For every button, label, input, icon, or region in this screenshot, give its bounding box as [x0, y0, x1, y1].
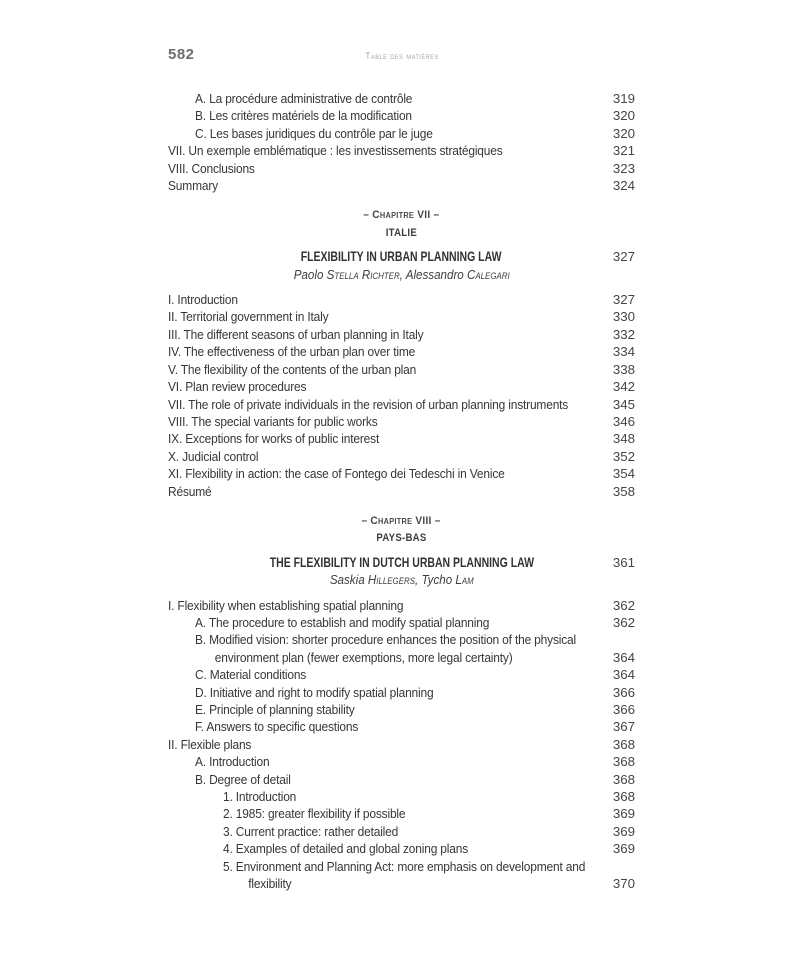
toc-entry-page-number: 362: [612, 614, 635, 630]
toc-entry: [168, 378, 635, 395]
toc-entry-title: [195, 631, 635, 666]
chapter-country-text: ITALIE: [385, 226, 418, 239]
toc-entry: [168, 666, 635, 683]
toc-entry-title: [195, 718, 635, 735]
toc-entry: [168, 718, 635, 735]
toc-entry-line: I. Introduction: [168, 292, 238, 308]
toc-entry-line: Summary: [168, 178, 218, 194]
toc-entry-page-number: 369: [612, 841, 635, 857]
toc-entry: [168, 788, 635, 805]
toc-entry: [168, 840, 635, 857]
toc-entry-page-number: 320: [612, 108, 635, 124]
toc-entry-page-number: 332: [612, 326, 635, 342]
toc-entry: [168, 753, 635, 770]
chapter-title-page-number: 327: [612, 249, 635, 265]
toc-entry: [168, 326, 635, 343]
toc-entry: [168, 361, 635, 378]
chapter-country: [168, 225, 635, 242]
toc-entry-title: [168, 291, 635, 308]
folio-page-number: 582: [168, 46, 195, 63]
toc-entry-line: F. Answers to specific questions: [195, 719, 359, 735]
toc-entry: [168, 160, 635, 177]
toc-entry: [168, 483, 635, 500]
author-family-name: Stella Richter: [326, 266, 400, 282]
toc-entry-line: 2. 1985: greater flexibility if possible: [223, 806, 406, 822]
toc-entry-line: B. Les critères matériels de la modification: [195, 108, 412, 124]
toc-entry-line: XI. Flexibility in action: the case of Fontego dei Tedeschi in Venice: [168, 466, 505, 482]
author-given-name: Alessandro: [405, 266, 467, 282]
author-family-name: Hillegers: [367, 572, 415, 588]
chapter-authors: [168, 266, 635, 283]
toc-entry-line: B. Degree of detail: [195, 771, 291, 787]
toc-entry-title: [168, 430, 635, 447]
chapter-authors: [168, 571, 635, 588]
toc-entry: [168, 736, 635, 753]
toc-entry-line: II. Flexible plans: [168, 736, 252, 752]
toc-entry-title: [168, 343, 635, 360]
toc-entry-page-number: 324: [612, 178, 635, 194]
toc-entry: [168, 771, 635, 788]
chapter-title-row: [168, 248, 635, 265]
toc-entry-title: [168, 378, 635, 395]
toc-entry-title: [168, 142, 635, 159]
toc-entry: [168, 805, 635, 822]
toc-entry-page-number: 367: [612, 719, 635, 735]
toc-entry-line: environment plan (fewer exemptions, more legal certainty): [214, 649, 513, 665]
toc-entry: [168, 142, 635, 159]
toc-entry-title: [223, 840, 635, 857]
toc-entry: [168, 90, 635, 107]
toc-entry: [168, 823, 635, 840]
toc-entry-title: [223, 805, 635, 822]
toc-entries-group: [168, 597, 635, 893]
toc-entry: [168, 107, 635, 124]
toc-entry-line: VIII. The special variants for public works: [168, 413, 378, 429]
toc-entry-line: II. Territorial government in Italy: [168, 309, 329, 325]
toc-entry-page-number: 370: [612, 876, 635, 892]
toc-entry-line: V. The flexibility of the contents of the urban plan: [168, 361, 417, 377]
toc-entry-line: 3. Current practice: rather detailed: [223, 823, 399, 839]
chapter-authors-text: Paolo Stella Richter, Alessandro Calegari: [293, 266, 510, 282]
toc-entry-page-number: 327: [612, 292, 635, 308]
toc-entry-line: D. Initiative and right to modify spatial planning: [195, 684, 434, 700]
toc-entry-page-number: 362: [612, 597, 635, 613]
toc-entry: [168, 631, 635, 666]
toc-entry-page-number: 319: [612, 91, 635, 106]
chapter-country-text: PAYS-BAS: [376, 532, 427, 545]
toc-entry-page-number: 338: [612, 361, 635, 377]
toc-entry-page-number: 364: [612, 649, 635, 665]
toc-entry-line: 1. Introduction: [223, 789, 297, 805]
author-family-name: Lam: [455, 572, 474, 588]
toc-entry-title: [195, 771, 635, 788]
running-header: [168, 46, 635, 64]
chapter-title: FLEXIBILITY IN URBAN PLANNING LAW: [301, 249, 502, 265]
toc-entry-title: [195, 125, 635, 142]
toc-entry-page-number: 369: [612, 823, 635, 839]
toc-entry-title: [168, 465, 635, 482]
toc-entry: [168, 701, 635, 718]
toc-entry-page-number: 346: [612, 413, 635, 429]
toc-entry-line: 4. Examples of detailed and global zoning plans: [223, 841, 469, 857]
toc-entry: [168, 396, 635, 413]
toc-entry-page-number: 366: [612, 684, 635, 700]
toc-entry-page-number: 368: [612, 771, 635, 787]
chapter-label-text: – Chapitre VII –: [363, 209, 440, 222]
toc-entry-title: [195, 701, 635, 718]
toc-entry-title: [195, 90, 635, 107]
chapter-authors-text: Saskia Hillegers, Tycho Lam: [329, 572, 474, 588]
toc-entry-line: A. Introduction: [195, 754, 270, 770]
toc-entry-line: III. The different seasons of urban planning in Italy: [168, 326, 424, 342]
toc-entry: [168, 597, 635, 614]
toc-entry: [168, 684, 635, 701]
author-given-name: Tycho: [421, 572, 456, 588]
toc-entry-line: C. Material conditions: [195, 667, 307, 683]
toc-entry: [168, 291, 635, 308]
toc-entry-line: C. Les bases juridiques du contrôle par le juge: [195, 125, 433, 141]
toc-entry: [168, 430, 635, 447]
toc-entry: [168, 614, 635, 631]
toc-entry: [168, 858, 635, 893]
toc-entry-title: [168, 160, 635, 177]
toc-entry: [168, 177, 635, 194]
toc-entry: [168, 343, 635, 360]
toc-entry-line: Résumé: [168, 483, 212, 499]
toc-entry-page-number: 368: [612, 754, 635, 770]
toc-entry-page-number: 320: [612, 125, 635, 141]
chapter-label: [168, 513, 635, 530]
toc-entry-page-number: 366: [612, 702, 635, 717]
toc-entry: [168, 413, 635, 430]
chapter-country: [168, 530, 635, 547]
toc-entry-line: A. La procédure administrative de contrôle: [195, 91, 413, 106]
toc-entry-title: [168, 177, 635, 194]
chapter-heading-block: [168, 513, 635, 589]
toc-entry-title: [168, 736, 635, 753]
toc-entry-title: [195, 666, 635, 683]
toc-entry-title: [195, 753, 635, 770]
toc-entry-title: [168, 361, 635, 378]
toc-entry-page-number: 368: [612, 736, 635, 752]
toc-entry-line: 5. Environment and Planning Act: more emphasis on development and: [223, 858, 586, 874]
toc-entry-page-number: 345: [612, 396, 635, 412]
toc-entry-page-number: 321: [612, 143, 635, 159]
toc-entry-line: VIII. Conclusions: [168, 160, 255, 176]
toc-entry: [168, 125, 635, 142]
toc-entries-group: [168, 291, 635, 500]
toc-entry-title: [223, 788, 635, 805]
author-given-name: Saskia: [329, 572, 368, 588]
toc-entry-page-number: 358: [612, 483, 635, 499]
toc-entry-page-number: 354: [612, 466, 635, 482]
toc-entry-line: VII. Un exemple emblématique : les investissements stratégiques: [168, 143, 503, 159]
toc-entry-title: [168, 597, 635, 614]
chapter-title-row: [168, 554, 635, 571]
toc-entry-line: B. Modified vision: shorter procedure enhances the position of the physical: [195, 632, 576, 648]
toc-entry-line: IX. Exceptions for works of public interest: [168, 431, 380, 447]
toc-entry-title: [168, 483, 635, 500]
toc-entry-line: VI. Plan review procedures: [168, 379, 307, 395]
toc-entry-title: [168, 413, 635, 430]
toc-entry-line: I. Flexibility when establishing spatial planning: [168, 597, 404, 613]
chapter-label-text: – Chapitre VIII –: [361, 514, 442, 527]
toc-entry-page-number: 342: [612, 379, 635, 395]
chapter-label: [168, 207, 635, 224]
toc-entries-group: [168, 90, 635, 194]
toc-entry-page-number: 330: [612, 309, 635, 325]
running-header-title: Table des matières: [364, 51, 439, 61]
toc-entry-page-number: 369: [612, 806, 635, 822]
toc-entry-title: [195, 684, 635, 701]
toc-entry-page-number: 323: [612, 160, 635, 176]
toc-entry-title: [223, 858, 635, 893]
toc-entry: [168, 448, 635, 465]
toc-entry: [168, 308, 635, 325]
toc-entry-title: [168, 326, 635, 343]
toc-entry-line: flexibility: [248, 876, 292, 892]
toc-entry-page-number: 334: [612, 344, 635, 360]
toc-entry-line: X. Judicial control: [168, 448, 259, 464]
toc-entry-line: VII. The role of private individuals in the revision of urban planning instruments: [168, 396, 569, 412]
toc-entry-line: A. The procedure to establish and modify spatial planning: [195, 614, 490, 630]
toc-entry-page-number: 364: [612, 667, 635, 683]
author-given-name: Paolo: [293, 266, 327, 282]
toc-entry-title: [168, 308, 635, 325]
toc-entry-line: IV. The effectiveness of the urban plan over time: [168, 344, 416, 360]
chapter-title-page-number: 361: [612, 554, 635, 570]
table-of-contents: [168, 90, 635, 892]
toc-entry-title: [168, 396, 635, 413]
toc-entry-line: E. Principle of planning stability: [195, 702, 355, 717]
chapter-title: THE FLEXIBILITY IN DUTCH URBAN PLANNING LAW: [269, 554, 534, 570]
chapter-heading-block: [168, 207, 635, 283]
toc-entry-title: [195, 107, 635, 124]
author-family-name: Calegari: [466, 266, 510, 282]
toc-entry-page-number: 348: [612, 431, 635, 447]
toc-entry-title: [168, 448, 635, 465]
toc-entry: [168, 465, 635, 482]
toc-entry-title: [195, 614, 635, 631]
toc-entry-page-number: 368: [612, 789, 635, 805]
toc-entry-page-number: 352: [612, 448, 635, 464]
toc-entry-title: [223, 823, 635, 840]
